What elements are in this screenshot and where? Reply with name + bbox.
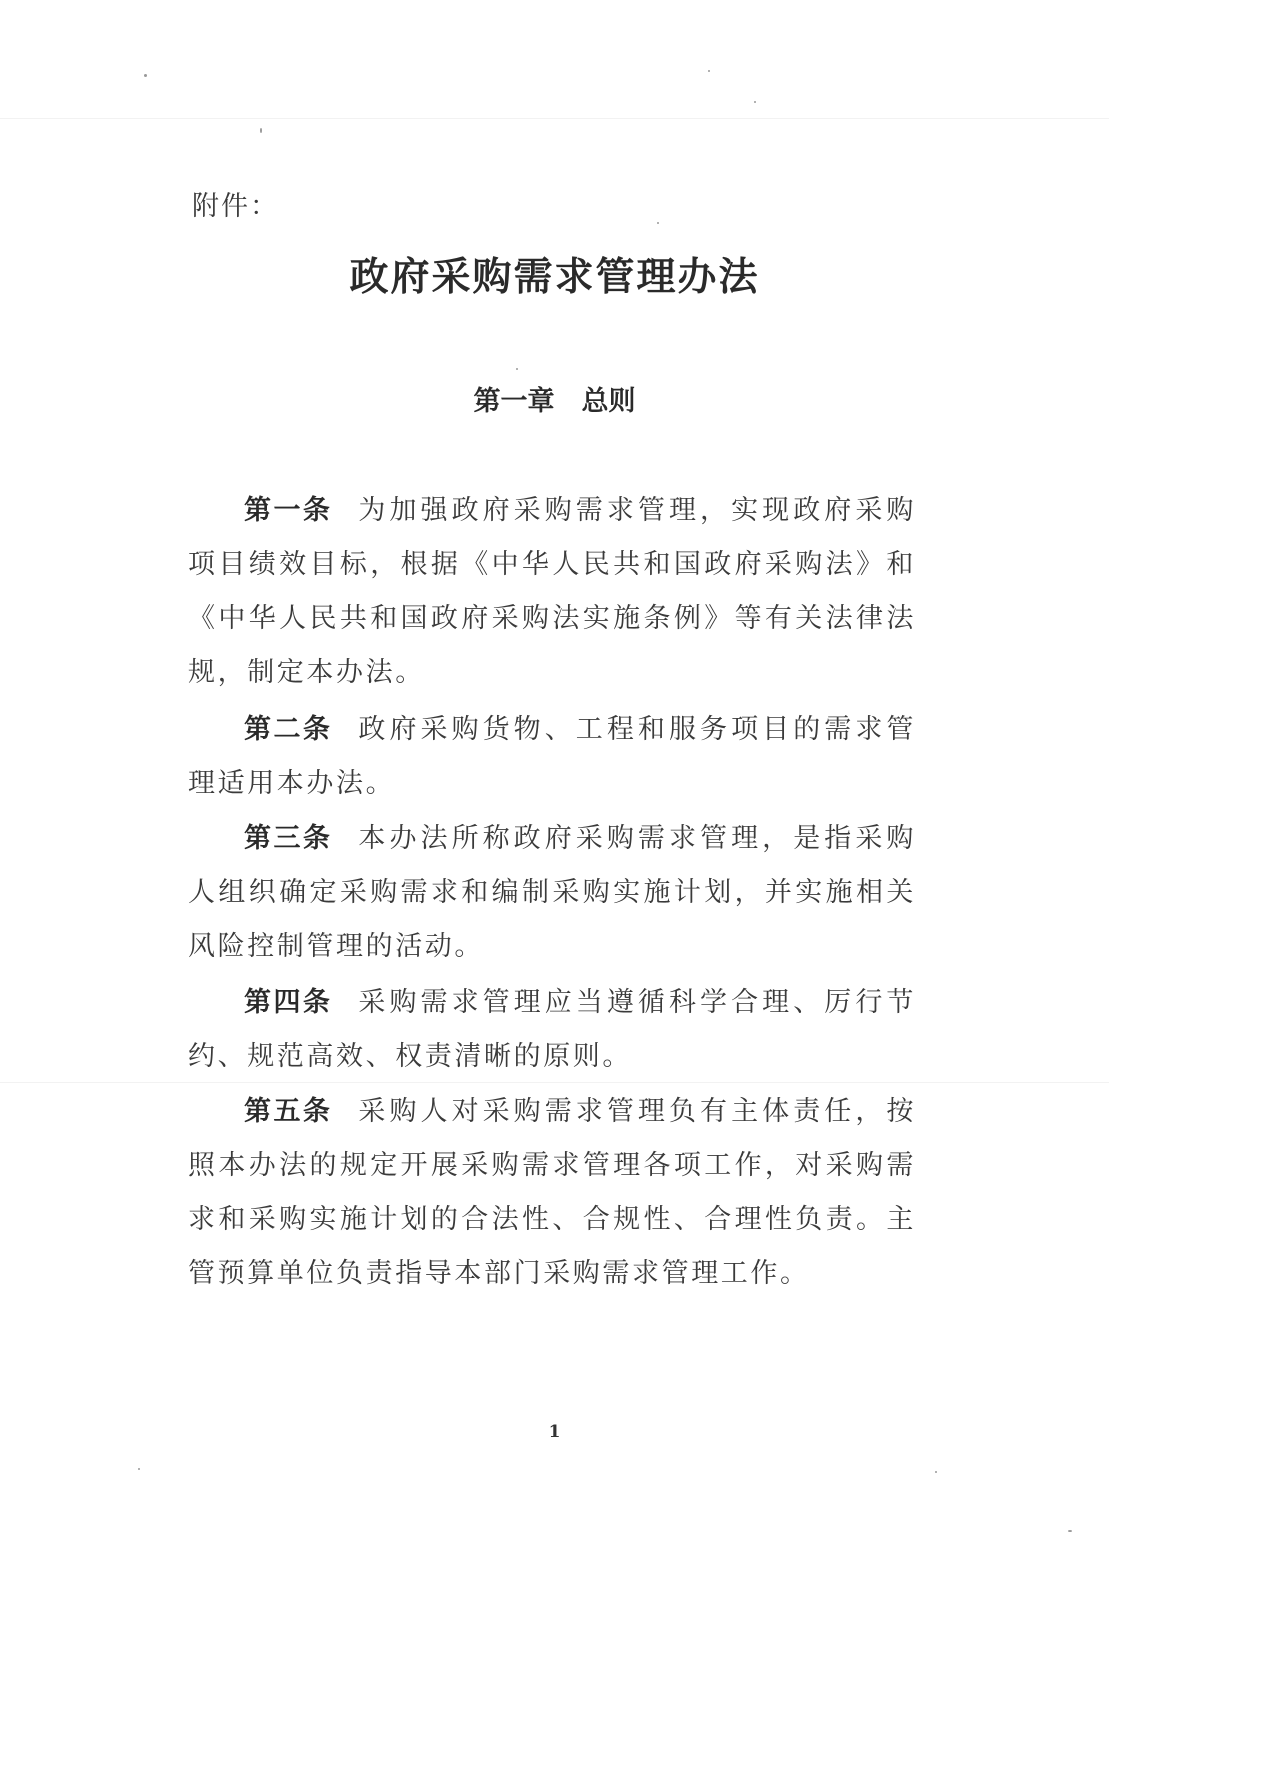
article-text: 本办法所称政府采购需求管理，是指采购人组织确定采购需求和编制采购实施计划，并实施相关风险控制管理的活动。 bbox=[188, 823, 916, 962]
scan-speck bbox=[516, 368, 518, 370]
document-title: 政府采购需求管理办法 bbox=[349, 254, 760, 300]
scan-speck bbox=[708, 70, 710, 72]
article-text: 为加强政府采购需求管理，实现政府采购项目绩效目标，根据《中华人民共和国政府采购法》和《中华人民共和国政府采购法实施条例》等有关法律法规，制定本办法。 bbox=[188, 495, 916, 688]
article-number: 第三条 bbox=[244, 823, 333, 854]
article-3 bbox=[188, 812, 916, 974]
attachment-label: 附件： bbox=[192, 191, 279, 222]
scan-speck bbox=[144, 74, 147, 77]
article-number: 第二条 bbox=[244, 714, 333, 745]
article-text: 采购需求管理应当遵循科学合理、厉行节约、规范高效、权责清晰的原则。 bbox=[188, 987, 916, 1072]
article-4 bbox=[188, 976, 916, 1084]
article-1 bbox=[188, 484, 916, 700]
scan-speck bbox=[138, 1468, 140, 1470]
article-number: 第五条 bbox=[244, 1096, 333, 1127]
chapter-heading: 第一章 总则 bbox=[473, 386, 636, 417]
article-5 bbox=[188, 1085, 916, 1301]
scan-speck bbox=[260, 128, 262, 133]
article-2 bbox=[188, 703, 916, 811]
article-text: 政府采购货物、工程和服务项目的需求管理适用本办法。 bbox=[188, 714, 916, 799]
scan-speck bbox=[1068, 1530, 1072, 1532]
article-text: 采购人对采购需求管理负有主体责任，按照本办法的规定开展采购需求管理各项工作，对采购需求和采购实施计划的合法性、合规性、合理性负责。主管预算单位负责指导本部门采购需求管理工作。 bbox=[188, 1096, 916, 1289]
scan-speck bbox=[935, 1471, 937, 1473]
scan-line bbox=[0, 118, 1109, 119]
scan-speck bbox=[657, 222, 659, 224]
scan-speck bbox=[754, 101, 756, 103]
page-number: 1 bbox=[548, 1422, 561, 1442]
article-number: 第一条 bbox=[244, 495, 333, 526]
article-number: 第四条 bbox=[244, 987, 333, 1018]
